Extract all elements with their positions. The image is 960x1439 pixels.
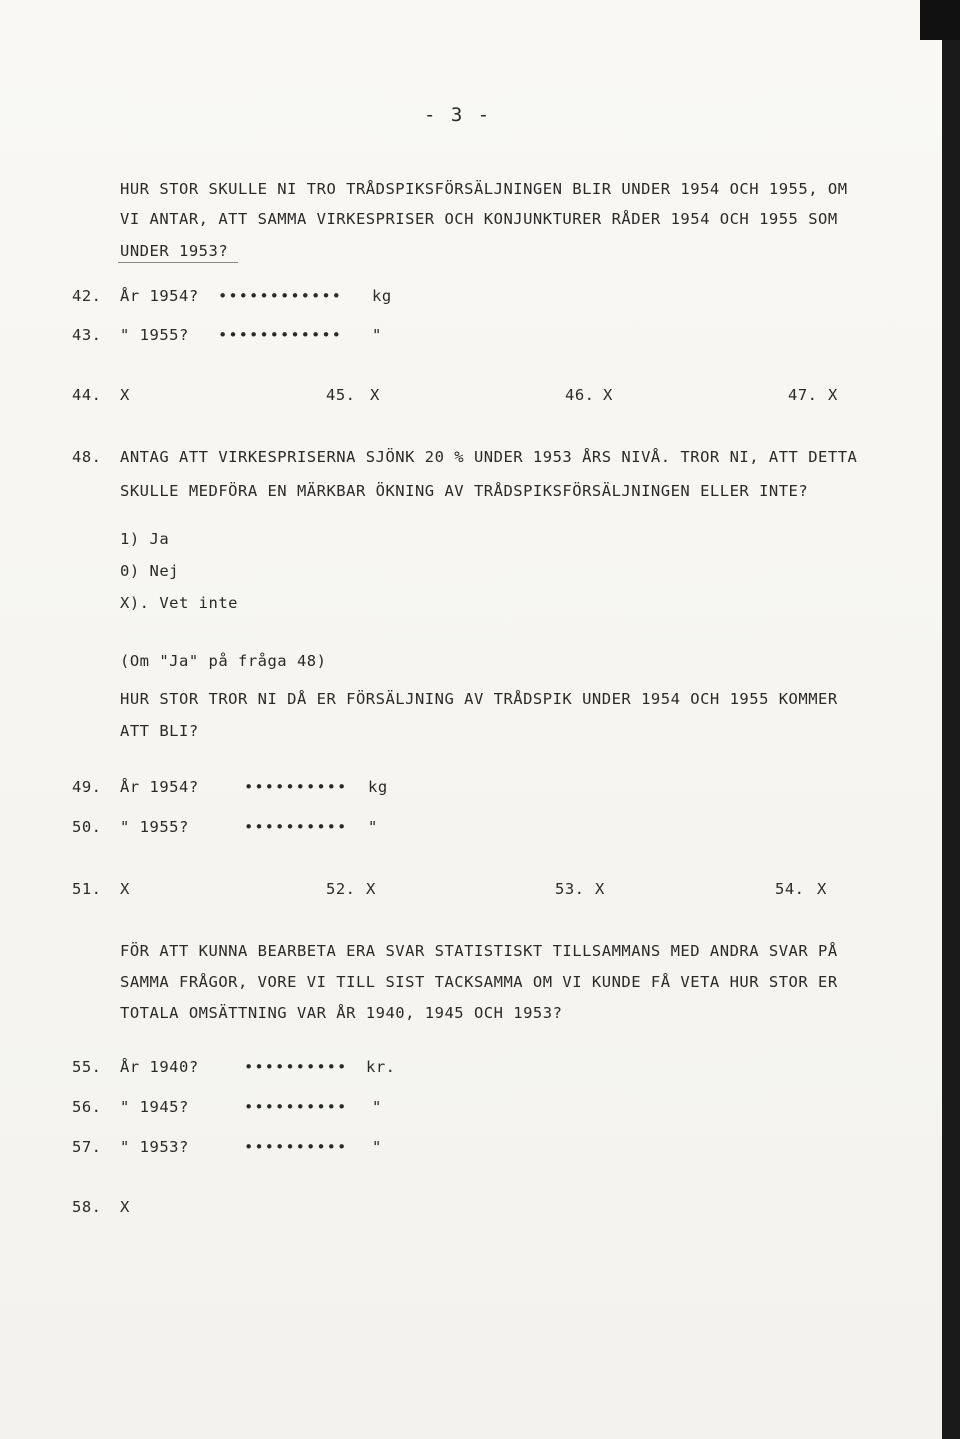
q50-label: " 1955? (120, 818, 189, 836)
q52-number: 52. (326, 880, 356, 898)
q48-sub-line-2: ATT BLI? (120, 722, 199, 740)
q51-value: X (120, 880, 130, 898)
q46-number: 46. (565, 386, 595, 404)
q42-answer-line: •••••••••••• (218, 287, 342, 305)
q42-label: År 1954? (120, 287, 199, 305)
q55-unit: kr. (366, 1058, 396, 1076)
q50-answer-line: •••••••••• (244, 818, 348, 836)
q56-label: " 1945? (120, 1098, 189, 1116)
q43-unit: " (372, 326, 382, 344)
q43-label: " 1955? (120, 326, 189, 344)
q46-value: X (603, 386, 613, 404)
q57-unit: " (372, 1138, 382, 1156)
q43-answer-line: •••••••••••• (218, 326, 342, 344)
scan-edge (942, 0, 960, 1439)
q49-number: 49. (72, 778, 102, 796)
q58-value: X (120, 1198, 130, 1216)
q50-number: 50. (72, 818, 102, 836)
q48-option-dont-know: X). Vet inte (120, 594, 238, 612)
q57-number: 57. (72, 1138, 102, 1156)
q53-value: X (595, 880, 605, 898)
q44-value: X (120, 386, 130, 404)
q53-number: 53. (555, 880, 585, 898)
q45-value: X (370, 386, 380, 404)
q55-label: År 1940? (120, 1058, 199, 1076)
q58-number: 58. (72, 1198, 102, 1216)
q44-number: 44. (72, 386, 102, 404)
q47-number: 47. (788, 386, 818, 404)
closing-line-2: SAMMA FRÅGOR, VORE VI TILL SIST TACKSAMMA OM VI KUNDE FÅ VETA HUR STOR ER (120, 973, 838, 991)
q56-number: 56. (72, 1098, 102, 1116)
q56-answer-line: •••••••••• (244, 1098, 348, 1116)
scan-corner (920, 0, 960, 40)
q48-number: 48. (72, 448, 102, 466)
q48-sub-line-1: HUR STOR TROR NI DÅ ER FÖRSÄLJNING AV TRÅDSPIK UNDER 1954 OCH 1955 KOMMER (120, 690, 838, 708)
q49-answer-line: •••••••••• (244, 778, 348, 796)
intro-line-3: UNDER 1953? (120, 242, 229, 260)
q50-unit: " (368, 818, 378, 836)
underline (118, 262, 238, 263)
intro-line-2: VI ANTAR, ATT SAMMA VIRKESPRISER OCH KONJUNKTURER RÅDER 1954 OCH 1955 SOM (120, 210, 838, 228)
q45-number: 45. (326, 386, 356, 404)
q54-value: X (817, 880, 827, 898)
closing-line-1: FÖR ATT KUNNA BEARBETA ERA SVAR STATISTISKT TILLSAMMANS MED ANDRA SVAR PÅ (120, 942, 838, 960)
q47-value: X (828, 386, 838, 404)
q57-answer-line: •••••••••• (244, 1138, 348, 1156)
intro-line-1: HUR STOR SKULLE NI TRO TRÅDSPIKSFÖRSÄLJNINGEN BLIR UNDER 1954 OCH 1955, OM (120, 180, 848, 198)
q48-conditional: (Om "Ja" på fråga 48) (120, 652, 327, 670)
q56-unit: " (372, 1098, 382, 1116)
q55-answer-line: •••••••••• (244, 1058, 348, 1076)
q42-number: 42. (72, 287, 102, 305)
q55-number: 55. (72, 1058, 102, 1076)
q49-unit: kg (368, 778, 388, 796)
q52-value: X (366, 880, 376, 898)
q48-line-1: ANTAG ATT VIRKESPRISERNA SJÖNK 20 % UNDER 1953 ÅRS NIVÅ. TROR NI, ATT DETTA (120, 448, 858, 466)
q49-label: År 1954? (120, 778, 199, 796)
q57-label: " 1953? (120, 1138, 189, 1156)
q48-option-yes: 1) Ja (120, 530, 170, 548)
q54-number: 54. (775, 880, 805, 898)
q43-number: 43. (72, 326, 102, 344)
q48-option-no: 0) Nej (120, 562, 179, 580)
q48-line-2: SKULLE MEDFÖRA EN MÄRKBAR ÖKNING AV TRÅDSPIKSFÖRSÄLJNINGEN ELLER INTE? (120, 482, 809, 500)
q51-number: 51. (72, 880, 102, 898)
closing-line-3: TOTALA OMSÄTTNING VAR ÅR 1940, 1945 OCH 1953? (120, 1004, 563, 1022)
q42-unit: kg (372, 287, 392, 305)
page-number: - 3 - (424, 104, 492, 126)
